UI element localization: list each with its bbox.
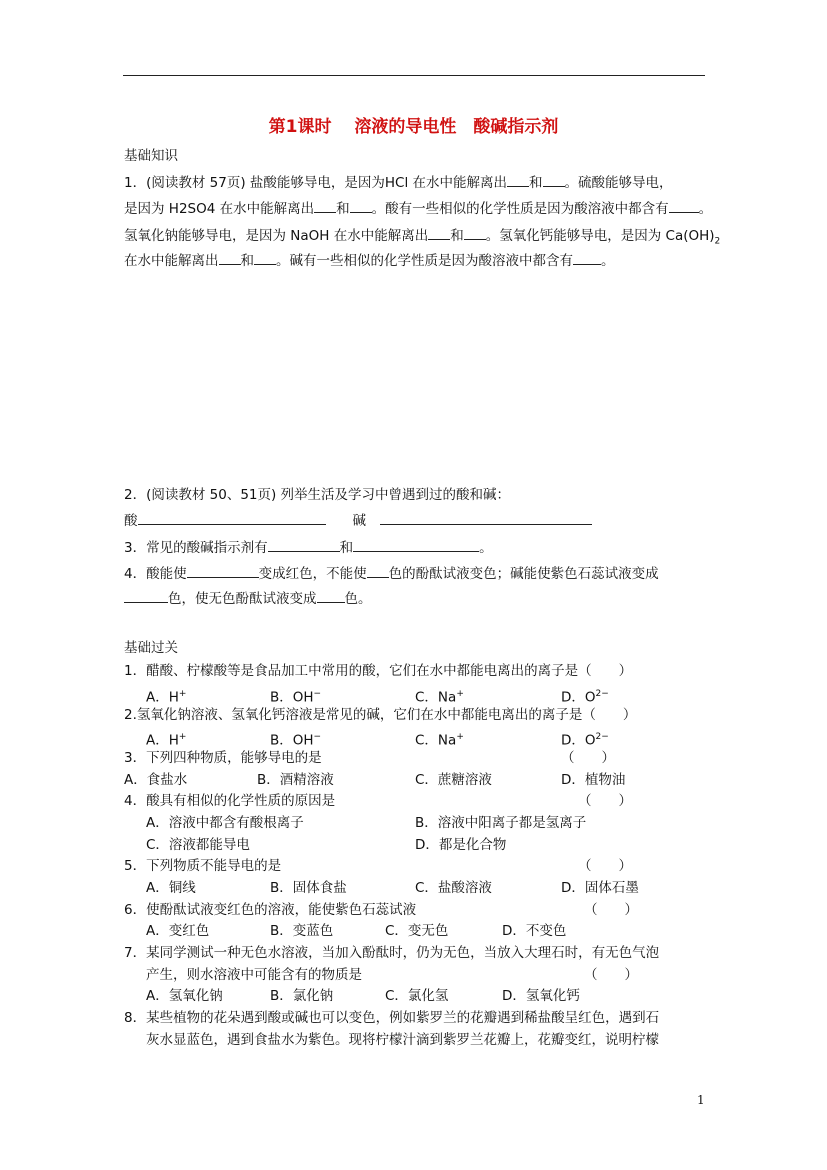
m-q4-stem: 4．酸具有相似的化学性质的原因是 [124, 793, 336, 809]
m-q2-option-b[interactable]: B．OH− [270, 732, 322, 749]
m-q6-option-a[interactable]: A．变红色 [146, 923, 210, 939]
header-rule [123, 75, 705, 76]
acid-answer-blank[interactable] [138, 512, 326, 525]
k-q2-line1: 2．(阅读教材 50、51页) 列举生活及学习中曾遇到过的酸和碱： [124, 487, 511, 503]
k-q4-line1: 4．酸能使 变成红色，不能使 色的酚酞试液变色；碱能使紫色石蕊试液变成 [124, 566, 659, 582]
m-q5-option-b[interactable]: B．固体食盐 [270, 880, 347, 896]
m-q3-answer-bracket[interactable]: （ ） [561, 750, 615, 766]
answer-blank[interactable] [314, 200, 336, 213]
m-q7-option-d[interactable]: D．氢氧化钙 [502, 988, 580, 1004]
m-q4-option-c[interactable]: C．溶液都能导电 [146, 837, 250, 853]
answer-blank[interactable] [367, 565, 389, 578]
m-q2-option-c[interactable]: C．Na+ [415, 732, 464, 749]
lesson-title: 第1课时 溶液的导电性 酸碱指示剂 [268, 117, 559, 137]
m-q2-stem: 2.氢氧化钠溶液、氢氧化钙溶液是常见的碱，它们在水中都能电离出的离子是（ ） [124, 707, 637, 723]
m-q2-option-d[interactable]: D．$O^{2-}$ [561, 732, 609, 749]
k-q3: 3．常见的酸碱指示剂有 和 。 [124, 540, 493, 556]
m-q5-option-c[interactable]: C．盐酸溶液 [415, 880, 492, 896]
m-q7-option-c[interactable]: C．氯化氢 [385, 988, 449, 1004]
m-q1-stem: 1．醋酸、柠檬酸等是食品加工中常用的酸，它们在水中都能电离出的离子是（ ） [124, 663, 633, 679]
answer-blank[interactable] [254, 252, 276, 265]
answer-blank[interactable] [464, 227, 486, 240]
m-q3-option-c[interactable]: C．蔗糖溶液 [415, 772, 492, 788]
base-answer-blank[interactable] [380, 512, 592, 525]
answer-blank[interactable] [268, 539, 340, 552]
m-q6-option-c[interactable]: C．变无色 [385, 923, 449, 939]
k-q2-answers: 酸 碱 [124, 512, 592, 529]
answer-blank[interactable] [353, 539, 479, 552]
m-q5-answer-bracket[interactable]: （ ） [578, 858, 632, 874]
m-q6-option-d[interactable]: D．不变色 [502, 923, 567, 939]
k-q1-line1: 1．(阅读教材 57页) 盐酸能够导电，是因为HCl 在水中能解离出 和 。硫酸能够导电， [124, 175, 673, 191]
m-q4-option-d[interactable]: D．都是化合物 [415, 837, 507, 853]
m-q1-option-b[interactable]: B．OH− [270, 689, 322, 706]
m-q3-option-a[interactable]: A．食盐水 [124, 772, 188, 788]
m-q4-option-a[interactable]: A．溶液中都含有酸根离子 [146, 815, 304, 831]
m-q3-option-d[interactable]: D．植物油 [561, 772, 626, 788]
m-q6-option-b[interactable]: B．变蓝色 [270, 923, 334, 939]
m-q7-line1: 7．某同学测试一种无色水溶液，当加入酚酞时，仍为无色，当放入大理石时，有无色气泡 [124, 945, 660, 961]
m-q3-option-b[interactable]: B．酒精溶液 [257, 772, 334, 788]
m-q6-stem: 6．使酚酞试液变红色的溶液，能使紫色石蕊试液 [124, 902, 417, 918]
answer-blank[interactable] [219, 252, 241, 265]
m-q1-option-c[interactable]: C．Na+ [415, 689, 464, 706]
answer-blank[interactable] [124, 590, 168, 603]
answer-blank[interactable] [507, 174, 529, 187]
answer-blank[interactable] [543, 174, 565, 187]
answer-blank[interactable] [669, 200, 699, 213]
answer-blank[interactable] [187, 565, 259, 578]
m-q5-option-d[interactable]: D．固体石墨 [561, 880, 639, 896]
answer-blank[interactable] [350, 200, 372, 213]
m-q5-option-a[interactable]: A．铜线 [146, 880, 196, 896]
k-q1-line4: 在水中能解离出 和 。碱有一些相似的化学性质是因为酸溶液中都含有 。 [124, 253, 615, 269]
m-q7-answer-bracket[interactable]: （ ） [584, 967, 638, 983]
m-q7-option-b[interactable]: B．氯化钠 [270, 988, 334, 1004]
section-heading-basic-mastery: 基础过关 [124, 640, 178, 656]
answer-blank[interactable] [428, 227, 450, 240]
answer-blank[interactable] [317, 590, 345, 603]
m-q5-stem: 5．下列物质不能导电的是 [124, 858, 282, 874]
m-q7-option-a[interactable]: A．氢氧化钠 [146, 988, 223, 1004]
page-number: 1 [697, 1093, 705, 1107]
k-q4-line2: 色，使无色酚酞试液变成 色。 [124, 590, 372, 607]
m-q1-option-a[interactable]: A．H+ [146, 689, 187, 706]
m-q4-answer-bracket[interactable]: （ ） [578, 793, 632, 809]
section-heading-basic-knowledge: 基础知识 [124, 148, 178, 164]
k-q1-line3: 氢氧化钠能够导电，是因为 NaOH 在水中能解离出 和 。氢氧化钙能够导电，是因为 $Ca(OH)_2$ [124, 228, 721, 247]
m-q4-option-b[interactable]: B．溶液中阳离子都是氢离子 [415, 815, 587, 831]
m-q1-option-d[interactable]: D．$O^{2-}$ [561, 689, 609, 706]
m-q8-line2: 灰水显蓝色，遇到食盐水为紫色。现将柠檬汁滴到紫罗兰花瓣上，花瓣变红，说明柠檬 [146, 1032, 659, 1048]
m-q3-stem: 3．下列四种物质，能够导电的是 [124, 750, 322, 766]
answer-blank[interactable] [573, 252, 601, 265]
m-q7-line2: 产生，则水溶液中可能含有的物质是 [146, 967, 362, 983]
m-q8-line1: 8．某些植物的花朵遇到酸或碱也可以变色，例如紫罗兰的花瓣遇到稀盐酸呈红色，遇到石 [124, 1010, 660, 1026]
m-q6-answer-bracket[interactable]: （ ） [584, 902, 638, 918]
k-q1-line2: 是因为 H2SO4 在水中能解离出 和 。酸有一些相似的化学性质是因为酸溶液中都含有 。 [124, 201, 713, 217]
m-q2-option-a[interactable]: A．H+ [146, 732, 187, 749]
